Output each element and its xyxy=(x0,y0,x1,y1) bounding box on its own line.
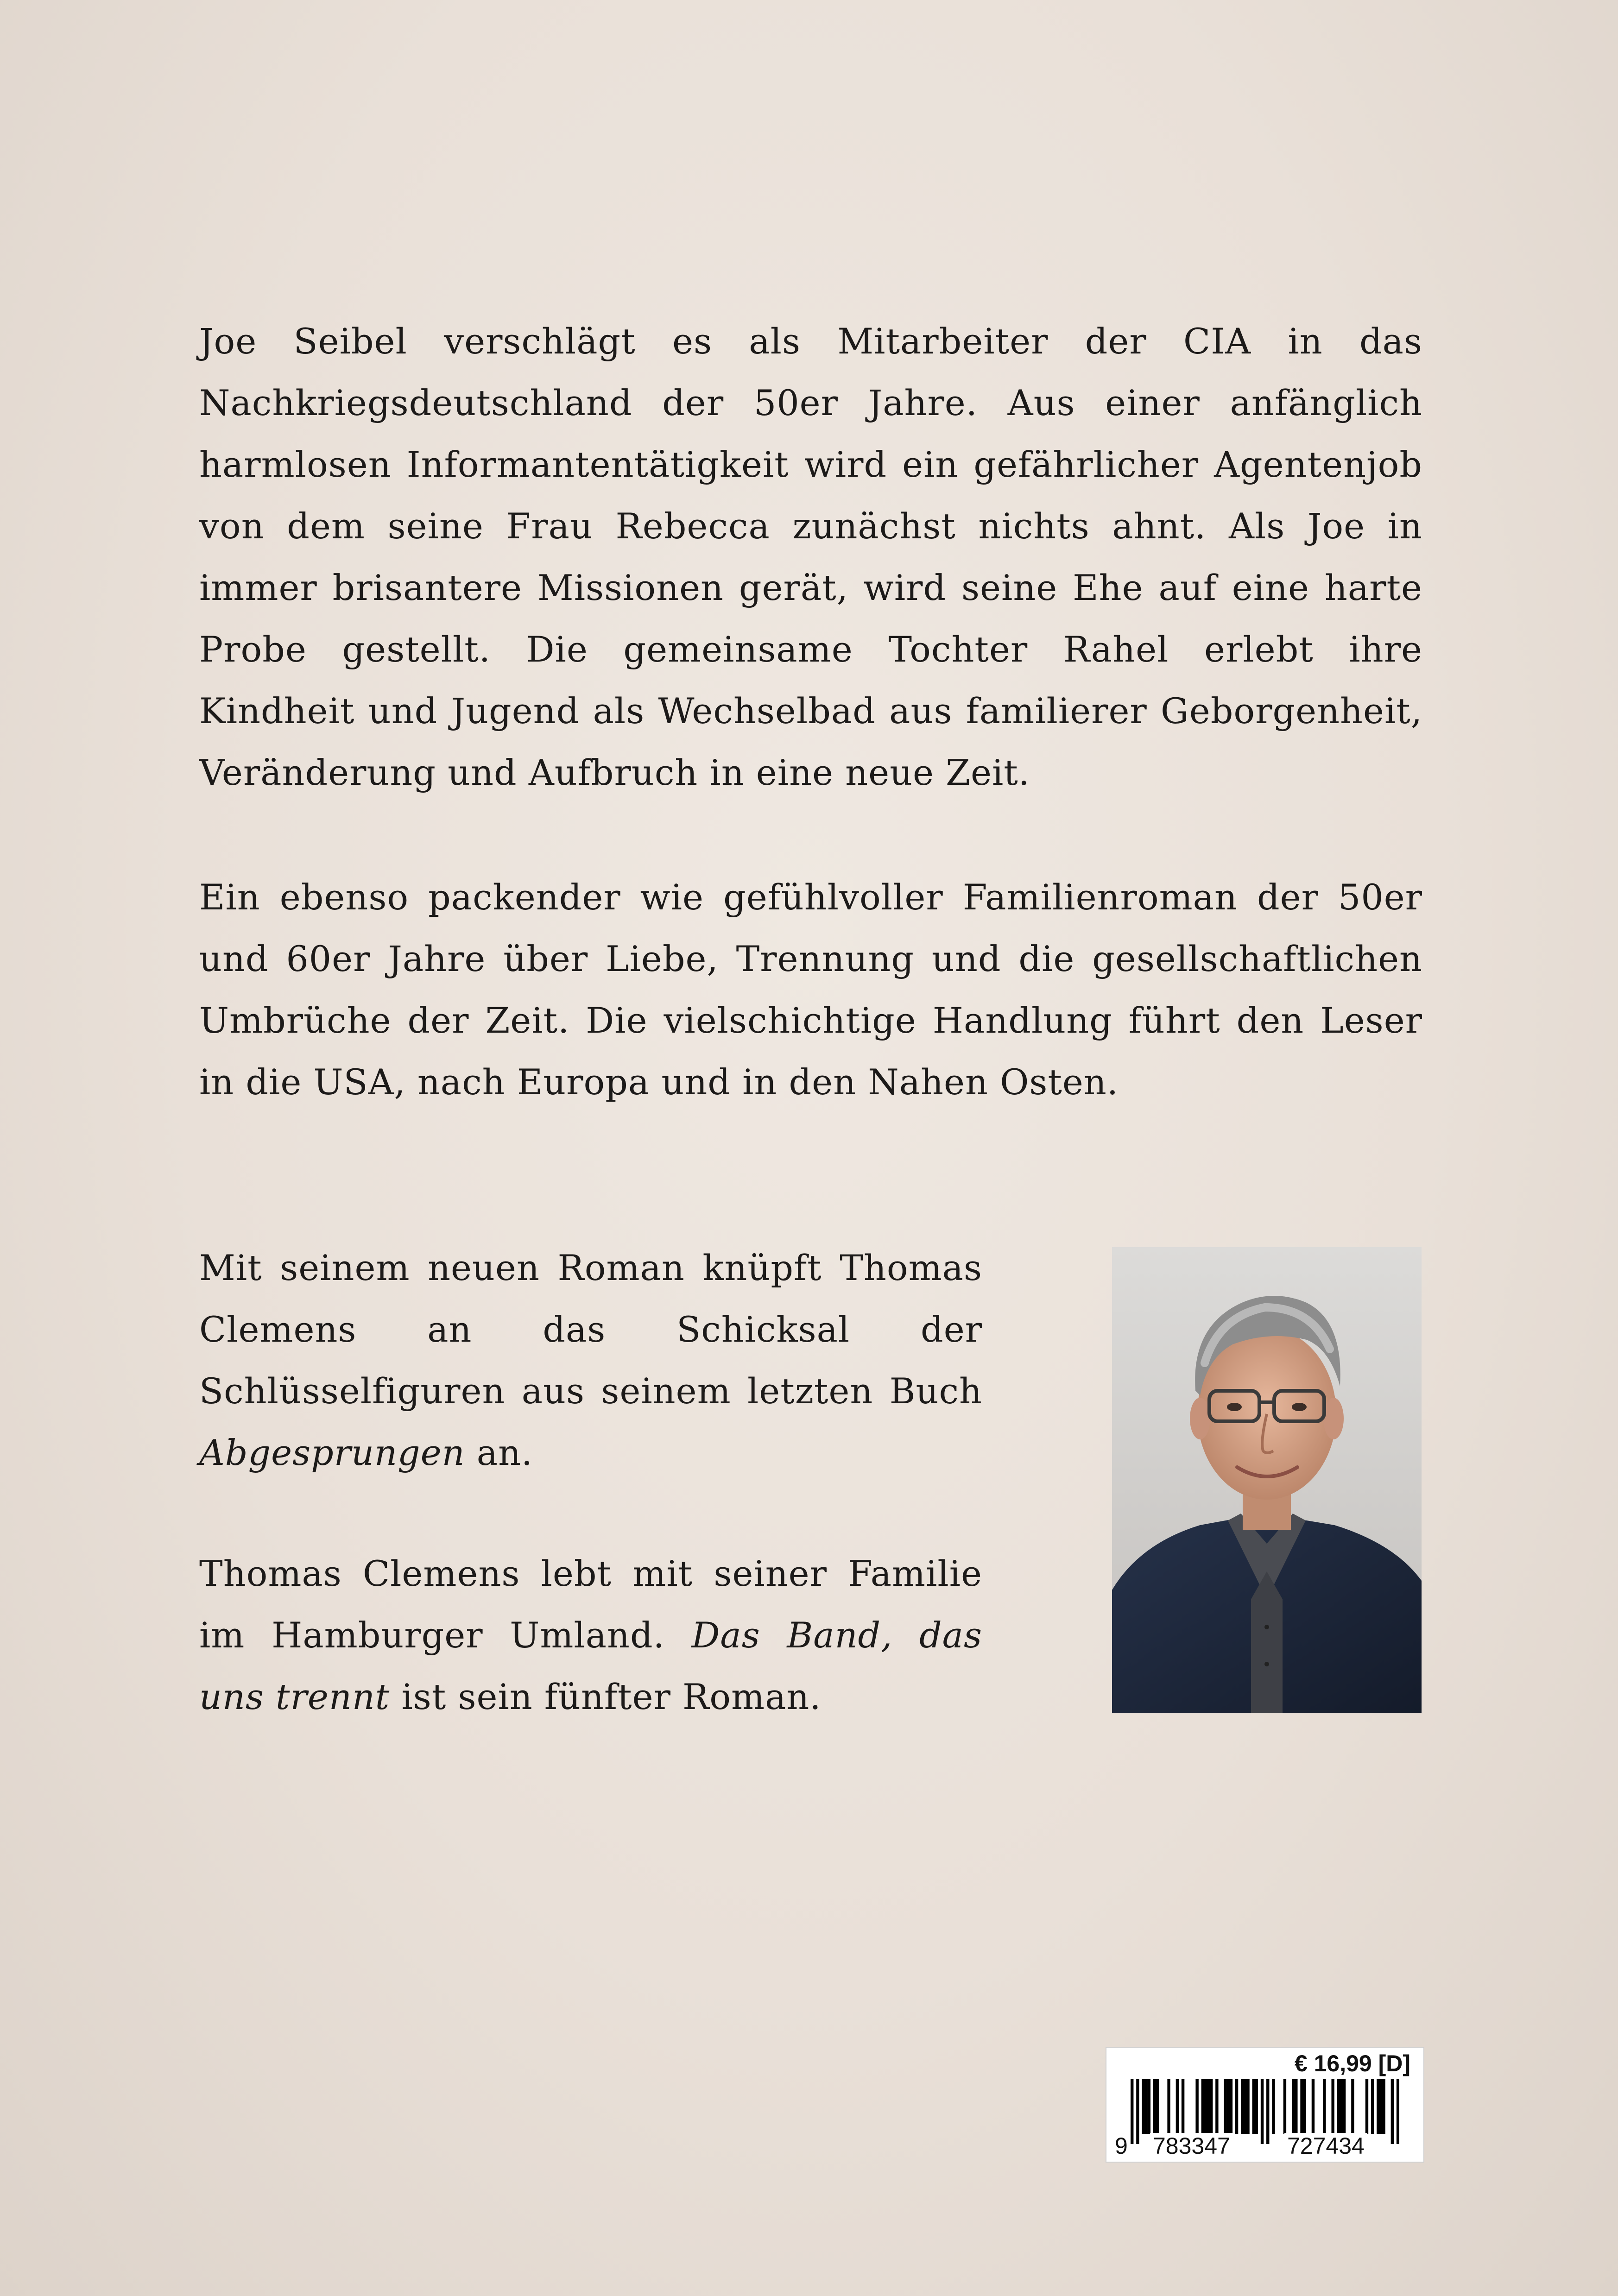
barcode-bar xyxy=(1246,2079,1249,2134)
barcode-bar xyxy=(1204,2079,1207,2134)
barcode-bar xyxy=(1303,2079,1306,2134)
barcode-bar xyxy=(1224,2079,1226,2134)
barcode-bar xyxy=(1379,2079,1382,2134)
author-bio-text-after: ist sein fünfter Roman. xyxy=(390,1676,822,1717)
barcode-bar xyxy=(1167,2079,1170,2134)
barcode-bar xyxy=(1323,2079,1326,2134)
barcode-bar xyxy=(1201,2079,1204,2134)
barcode-bar xyxy=(1136,2079,1139,2144)
barcode-label xyxy=(1106,2047,1424,2163)
author-bio-paragraph xyxy=(199,1543,982,1728)
previous-book-title: Abgesprungen xyxy=(199,1432,465,1473)
barcode-bar xyxy=(1391,2079,1394,2144)
previous-book-text-after: an. xyxy=(465,1432,533,1473)
barcode-bar xyxy=(1340,2079,1343,2134)
barcode-bar xyxy=(1292,2079,1295,2134)
barcode-bar xyxy=(1337,2079,1340,2134)
barcode-bar xyxy=(1195,2079,1198,2134)
barcode-bar xyxy=(1227,2079,1230,2134)
isbn-first-digit: 9 xyxy=(1115,2133,1128,2159)
barcode-bar xyxy=(1312,2079,1315,2134)
barcode-bar xyxy=(1252,2079,1255,2134)
author-photo xyxy=(1112,1247,1422,1713)
barcode-bar xyxy=(1176,2079,1179,2134)
blurb-paragraph-1: Joe Seibel verschlägt es als Mitarbeiter der CIA in das Nachkriegsdeutschland der 50er Jahre. Aus einer anfänglich harmlosen Informantentätigkeit wird ein gefährlicher Agentenjob von dem seine Frau Rebecca zunächst nichts ahnt. Als Joe in immer brisantere Missionen gerät, wird seine Ehe auf eine harte Probe gestellt. Die gemeinsame Tochter Rahel erlebt ihre Kindheit und Jugend als Wechselbad aus familierer Geborgenheit, Veränderung und Aufbruch in eine neue Zeit. xyxy=(199,321,1422,793)
barcode-bar xyxy=(1272,2079,1275,2134)
isbn-left-group: 783347 xyxy=(1150,2133,1233,2159)
barcode-bar xyxy=(1131,2079,1133,2144)
previous-book-paragraph xyxy=(199,1237,982,1483)
barcode-bar xyxy=(1153,2079,1156,2134)
barcode-bar xyxy=(1283,2079,1286,2134)
previous-book-text-before: Mit seinem neuen Roman knüpft Thomas Clemens an das Schicksal der Schlüsselfiguren aus seinem letzten Buch xyxy=(199,1247,982,1412)
barcode-bar xyxy=(1142,2079,1144,2134)
barcode-bar xyxy=(1261,2079,1264,2144)
price-tag: € 16,99 [D] xyxy=(1294,2050,1410,2076)
barcode-bar xyxy=(1230,2079,1232,2134)
blurb-paragraph-2: Ein ebenso packender wie gefühlvoller Familienroman der 50er und 60er Jahre über Liebe, Trennung und die gesellschaftlichen Umbrüche der Zeit. Die vielschichtige Handlung führt den Leser in die USA, nach Europa und in den Nahen Osten. xyxy=(199,877,1422,1103)
barcode-bar xyxy=(1182,2079,1184,2134)
barcode-bar xyxy=(1215,2079,1218,2134)
barcode-bar xyxy=(1343,2079,1346,2134)
book-title: Das Band, das uns trennt xyxy=(199,1615,982,1717)
barcode-bar xyxy=(1295,2079,1297,2134)
barcode-bar xyxy=(1207,2079,1210,2134)
barcode-bar xyxy=(1235,2079,1238,2134)
barcode-bar xyxy=(1351,2079,1354,2134)
barcode-bar xyxy=(1371,2079,1374,2134)
barcode-bar xyxy=(1331,2079,1334,2134)
barcode-bar xyxy=(1148,2079,1150,2134)
barcode-bar xyxy=(1255,2079,1258,2134)
barcode-bar xyxy=(1210,2079,1213,2134)
barcode-bar xyxy=(1365,2079,1368,2134)
barcode-bar xyxy=(1244,2079,1246,2134)
author-portrait-illustration xyxy=(1112,1247,1422,1713)
barcode-bar xyxy=(1156,2079,1159,2134)
barcode-bar xyxy=(1377,2079,1379,2134)
barcode-bar xyxy=(1266,2079,1269,2144)
barcode-bar xyxy=(1382,2079,1385,2134)
barcode-bar xyxy=(1145,2079,1148,2134)
barcode-bar xyxy=(1397,2079,1399,2144)
barcode-bar xyxy=(1241,2079,1244,2134)
isbn-right-group: 727434 xyxy=(1284,2133,1367,2159)
barcode-bar xyxy=(1300,2079,1303,2134)
author-bio-text-before: Thomas Clemens lebt mit seiner Familie im Hamburger Umland. xyxy=(199,1553,982,1656)
